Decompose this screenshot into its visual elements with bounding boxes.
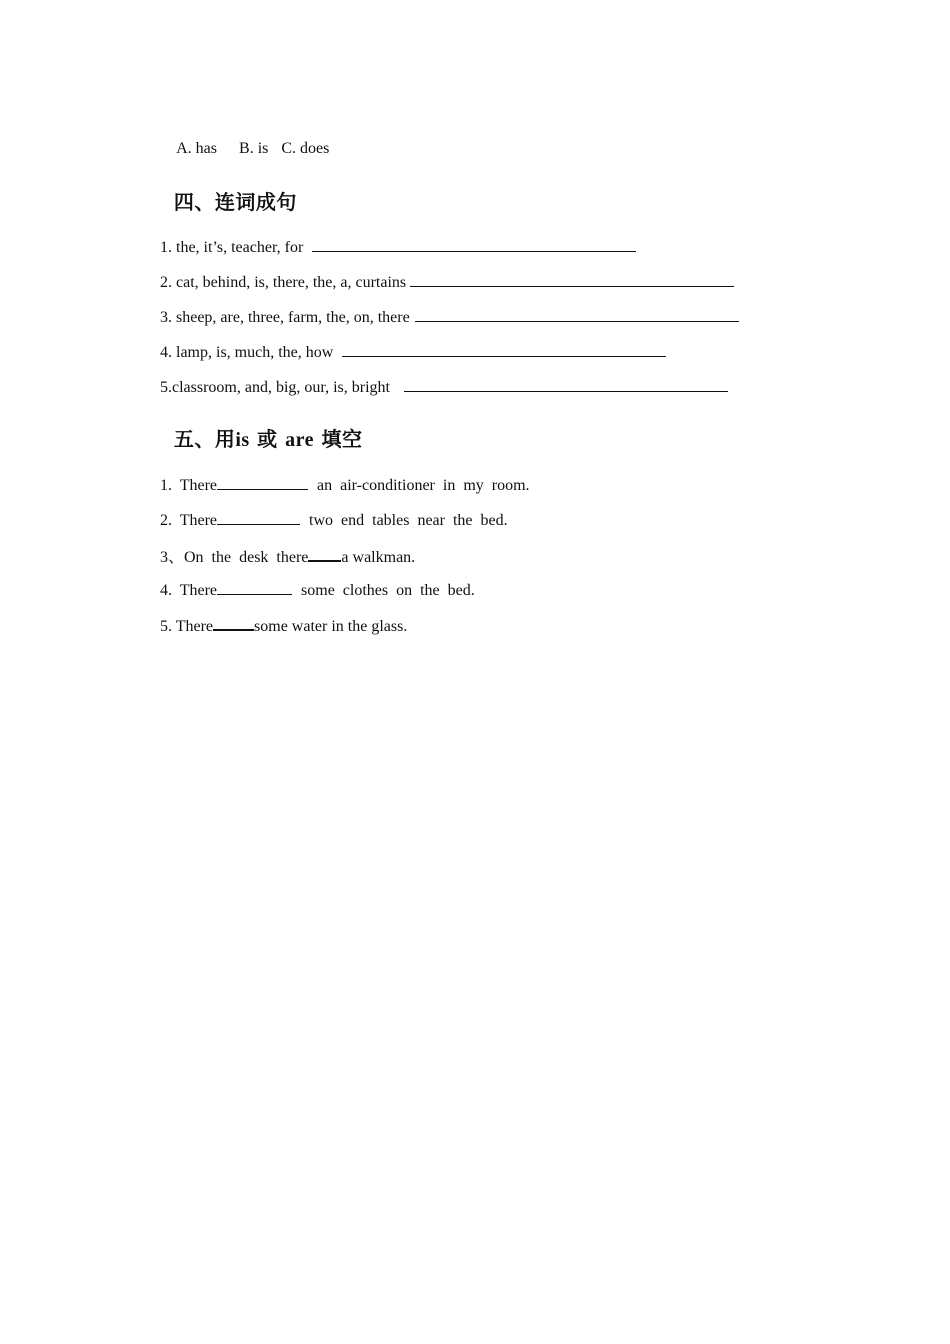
section-4-title: 连词成句 xyxy=(214,190,297,214)
option-b: B. is xyxy=(239,140,269,157)
option-a: A. has xyxy=(176,140,218,157)
answer-blank[interactable] xyxy=(410,271,734,287)
item-words: 4. lamp, is, much, the, how xyxy=(160,344,334,361)
item-words: 3. sheep, are, three, farm, the, on, there xyxy=(160,309,410,326)
answer-blank[interactable] xyxy=(217,509,300,525)
item-tail: an air-conditioner in my room. xyxy=(317,477,530,494)
section-5-are: are xyxy=(285,429,315,451)
item-tail: a walkman. xyxy=(341,549,416,566)
item-lead: 5. There xyxy=(160,618,214,635)
item-lead: 4. There xyxy=(160,582,218,599)
item-tail: some clothes on the bed. xyxy=(301,582,475,599)
section-4-number: 四、 xyxy=(173,190,215,214)
answer-blank[interactable] xyxy=(217,474,308,490)
item-words: 5.classroom, and, big, our, is, bright xyxy=(160,379,390,396)
section-5-end: 填空 xyxy=(321,427,363,451)
section-5-prefix: 五、用 xyxy=(173,427,236,451)
item-lead: 1. There xyxy=(160,477,218,494)
answer-blank[interactable] xyxy=(312,236,636,252)
item-words: 1. the, it’s, teacher, for xyxy=(160,239,304,256)
item-words: 2. cat, behind, is, there, the, a, curtains xyxy=(160,274,407,291)
item-tail: two end tables near the bed. xyxy=(309,512,508,529)
answer-blank[interactable] xyxy=(404,376,728,392)
item-lead: 3、On the desk there xyxy=(160,549,309,566)
answer-blank[interactable] xyxy=(213,614,254,631)
item-tail: some water in the glass. xyxy=(254,618,408,635)
section-5-item-5 xyxy=(144,594,407,657)
answer-blank[interactable] xyxy=(217,579,292,595)
answer-blank[interactable] xyxy=(342,341,666,357)
item-lead: 2. There xyxy=(160,512,218,529)
answer-blank[interactable] xyxy=(415,306,739,322)
section-5-is: is xyxy=(235,429,250,451)
option-c: C. does xyxy=(281,140,330,157)
section-5-or: 或 xyxy=(257,427,278,451)
